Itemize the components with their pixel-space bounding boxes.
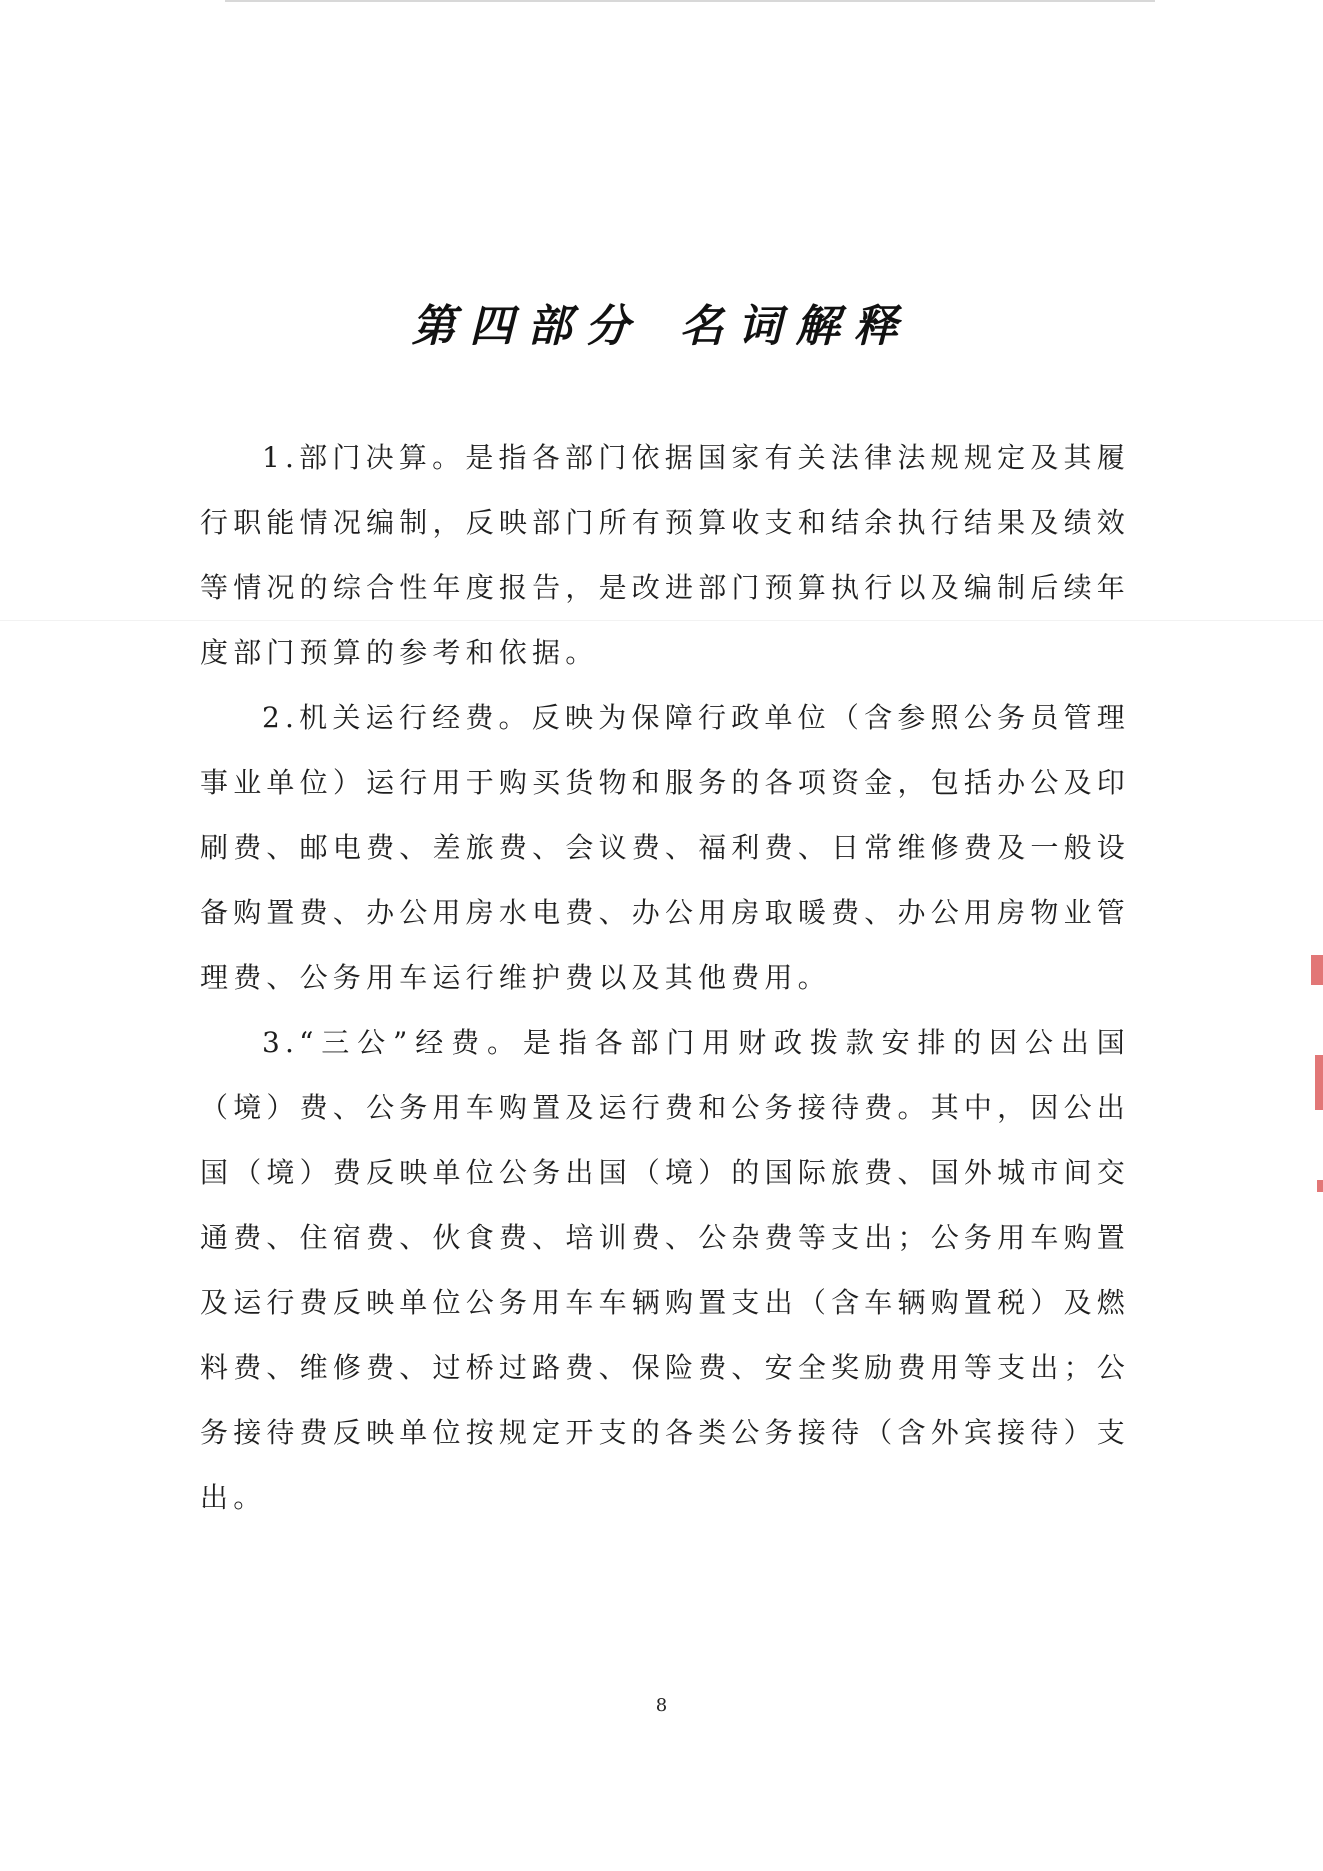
page-title [0,290,1323,354]
seal-stamp-edge [1315,1055,1323,1110]
seal-stamp-edge [1317,1180,1323,1192]
paragraph-3: 3.“三公”经费。是指各部门用财政拨款安排的因公出国（境）费、公务用车购置及运行费和公务接待费。其中，因公出国（境）费反映单位公务出国（境）的国际旅费、国外城市间交通费、住宿费、伙食费、培训费、公杂费等支出；公务用车购置及运行费反映单位公务用车车辆购置支出（含车辆购置税）及燃料费、维修费、过桥过路费、保险费、安全奖励费用等支出；公务接待费反映单位按规定开支的各类公务接待（含外宾接待）支出。 [200,1026,1130,1514]
title-part: 第四部分 [411,301,644,352]
title-name: 名词解释 [679,301,912,352]
paragraph-2: 2.机关运行经费。反映为保障行政单位（含参照公务员管理事业单位）运行用于购买货物和服务的各项资金，包括办公及印刷费、邮电费、差旅费、会议费、福利费、日常维修费及一般设备购置费、办公用房水电费、办公用房取暖费、办公用房物业管理费、公务用车运行维护费以及其他费用。 [200,701,1130,994]
paragraph-1: 1.部门决算。是指各部门依据国家有关法律法规规定及其履行职能情况编制，反映部门所有预算收支和结余执行结果及绩效等情况的综合性年度报告，是改进部门预算执行以及编制后续年度部门预算的参考和依据。 [200,441,1130,669]
body-text [200,425,1130,1530]
scan-edge-line [225,0,1155,2]
page-number: 8 [655,1695,668,1716]
seal-stamp-edge [1311,955,1323,985]
